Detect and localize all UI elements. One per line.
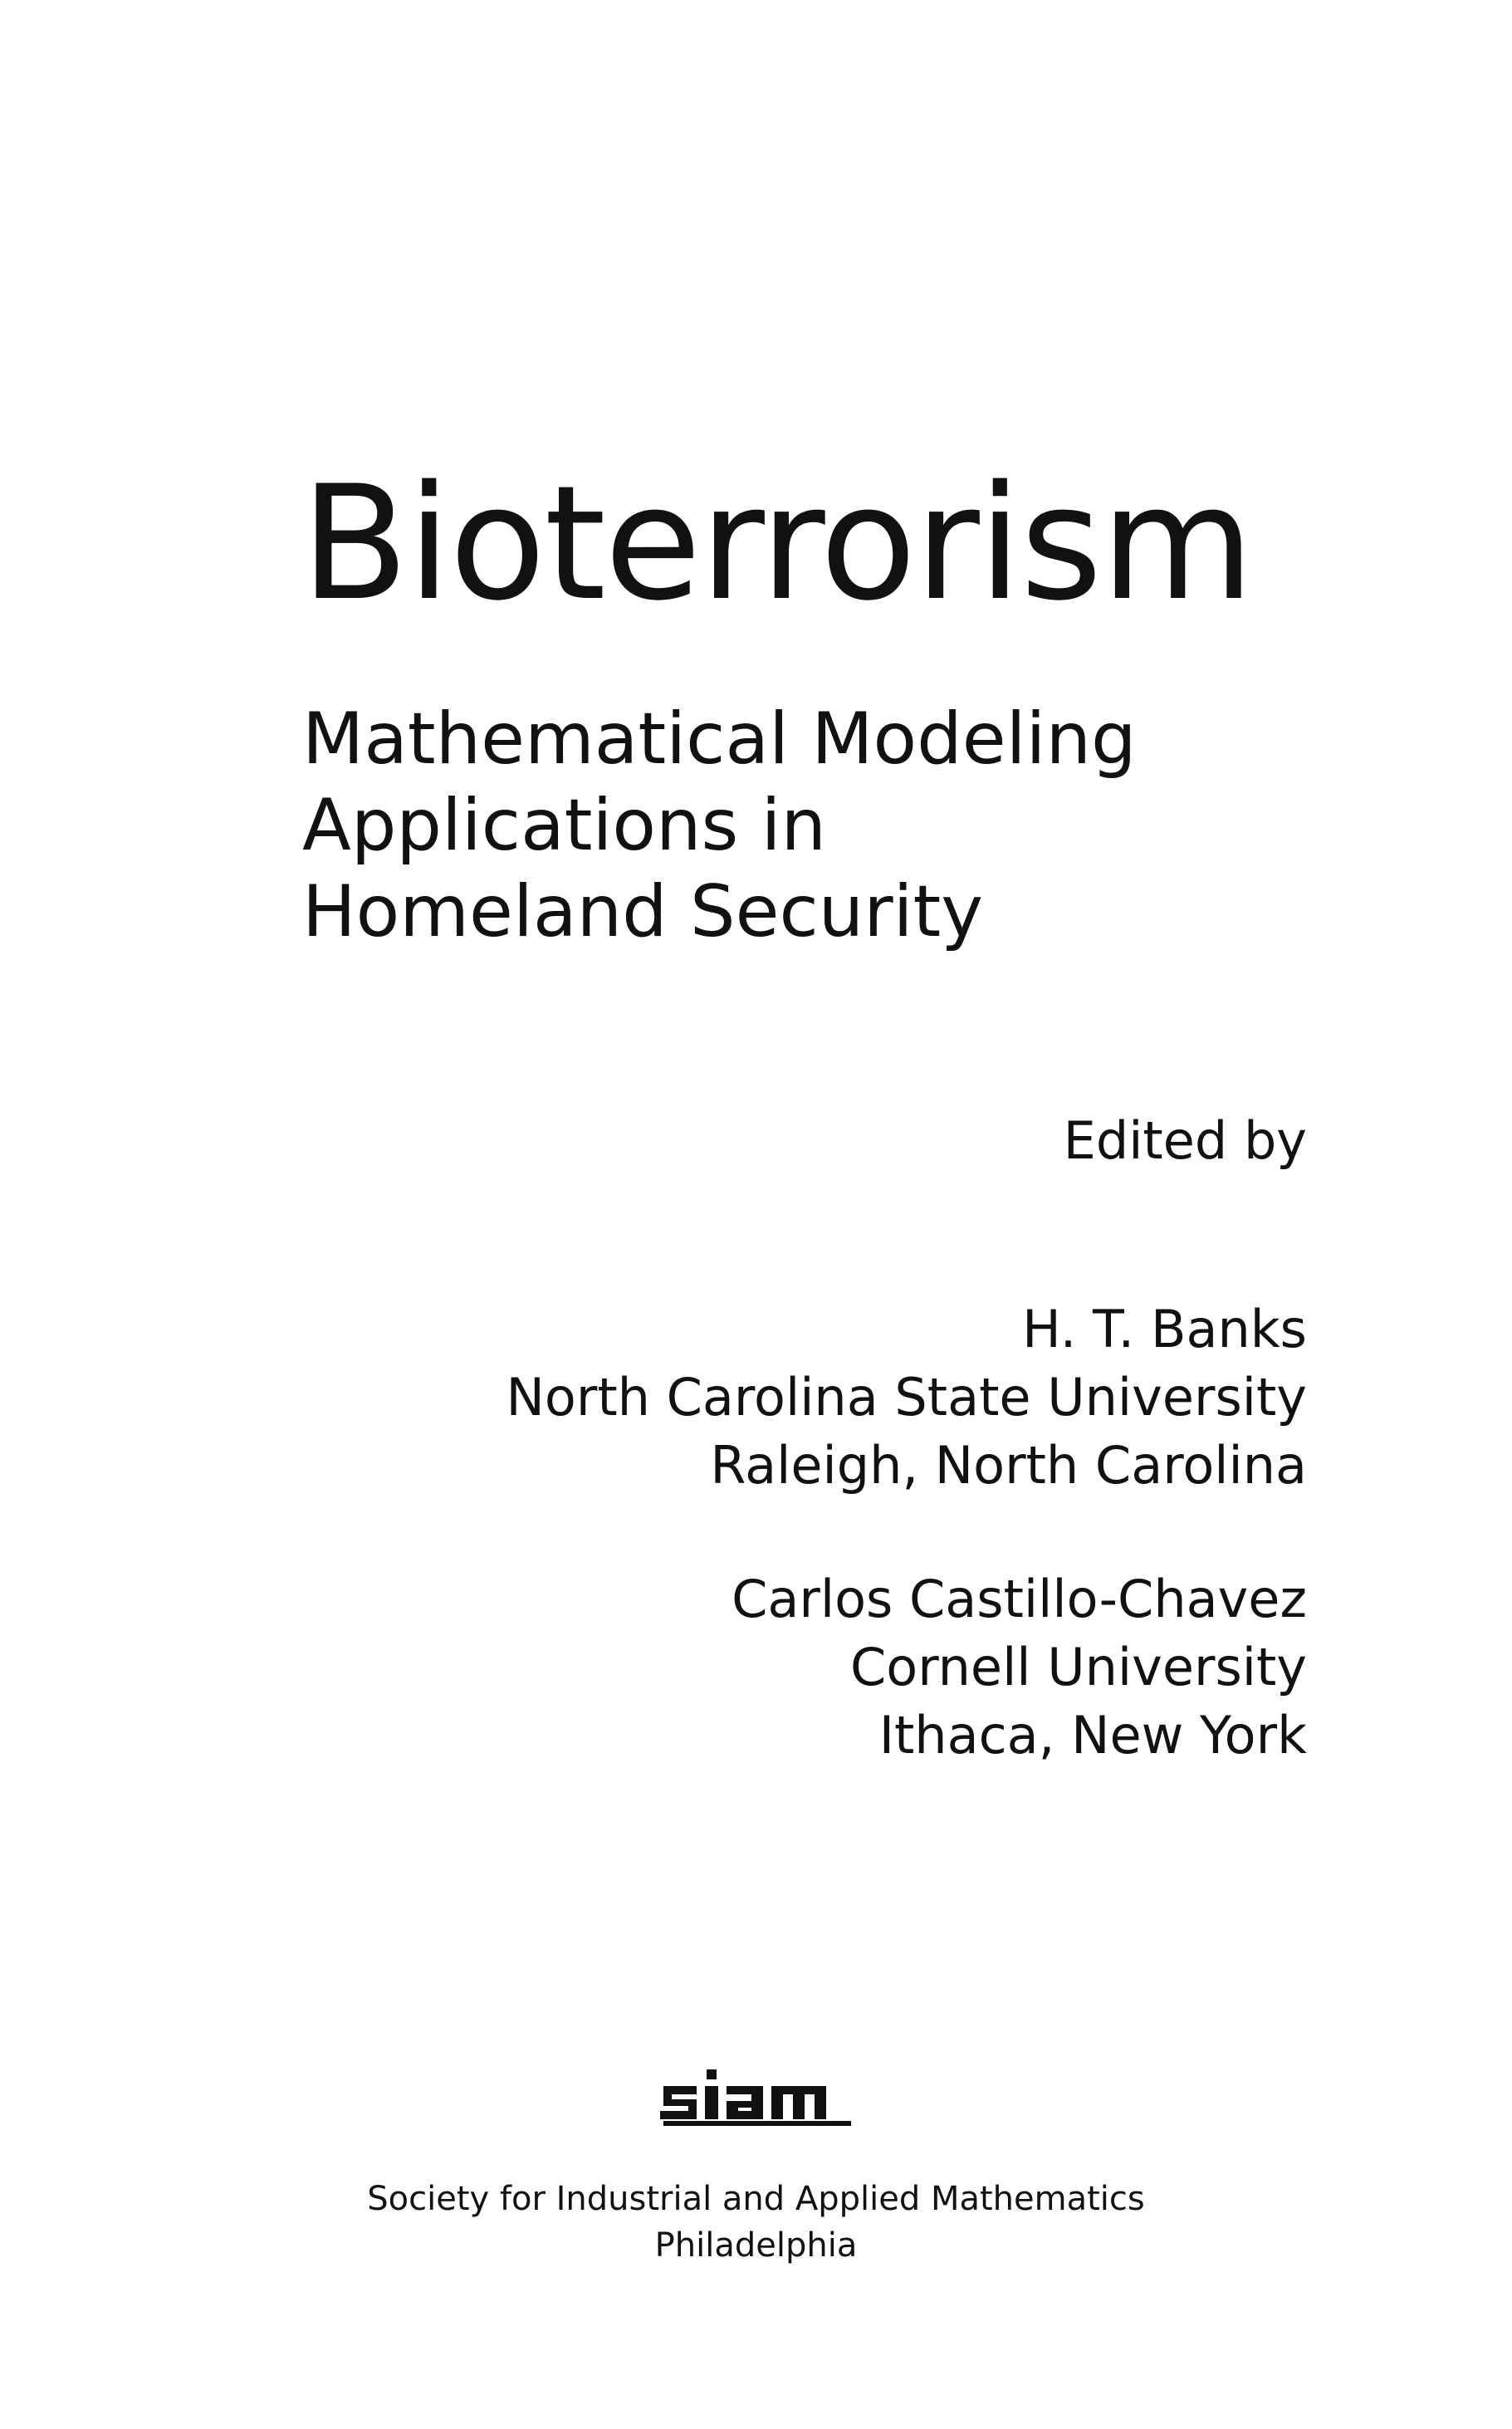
editor-block (732, 1565, 1307, 1770)
siam-logo-icon (657, 2066, 856, 2128)
editor-location: Ithaca, New York (878, 1705, 1307, 1765)
editor-affiliation: Cornell University (850, 1637, 1307, 1697)
editor-location: Raleigh, North Carolina (710, 1435, 1307, 1496)
edited-by-label: Edited by (1063, 1110, 1307, 1171)
editor-name: Carlos Castillo-Chavez (732, 1569, 1307, 1629)
editor-affiliation: North Carolina State University (506, 1367, 1307, 1428)
book-title: Bioterrorism (301, 452, 1253, 635)
editor-name: H. T. Banks (1022, 1299, 1307, 1359)
publisher-name: Society for Industrial and Applied Mathematics (367, 2180, 1145, 2218)
editor-block (506, 1295, 1307, 1500)
subtitle-line: Homeland Security (302, 870, 984, 953)
book-subtitle (302, 696, 1137, 955)
subtitle-line: Applications in (302, 784, 827, 867)
publisher-logo-wrap (0, 2066, 1512, 2131)
publisher-city: Philadelphia (654, 2226, 858, 2265)
publisher-info (0, 2176, 1512, 2269)
subtitle-line: Mathematical Modeling (302, 698, 1137, 781)
